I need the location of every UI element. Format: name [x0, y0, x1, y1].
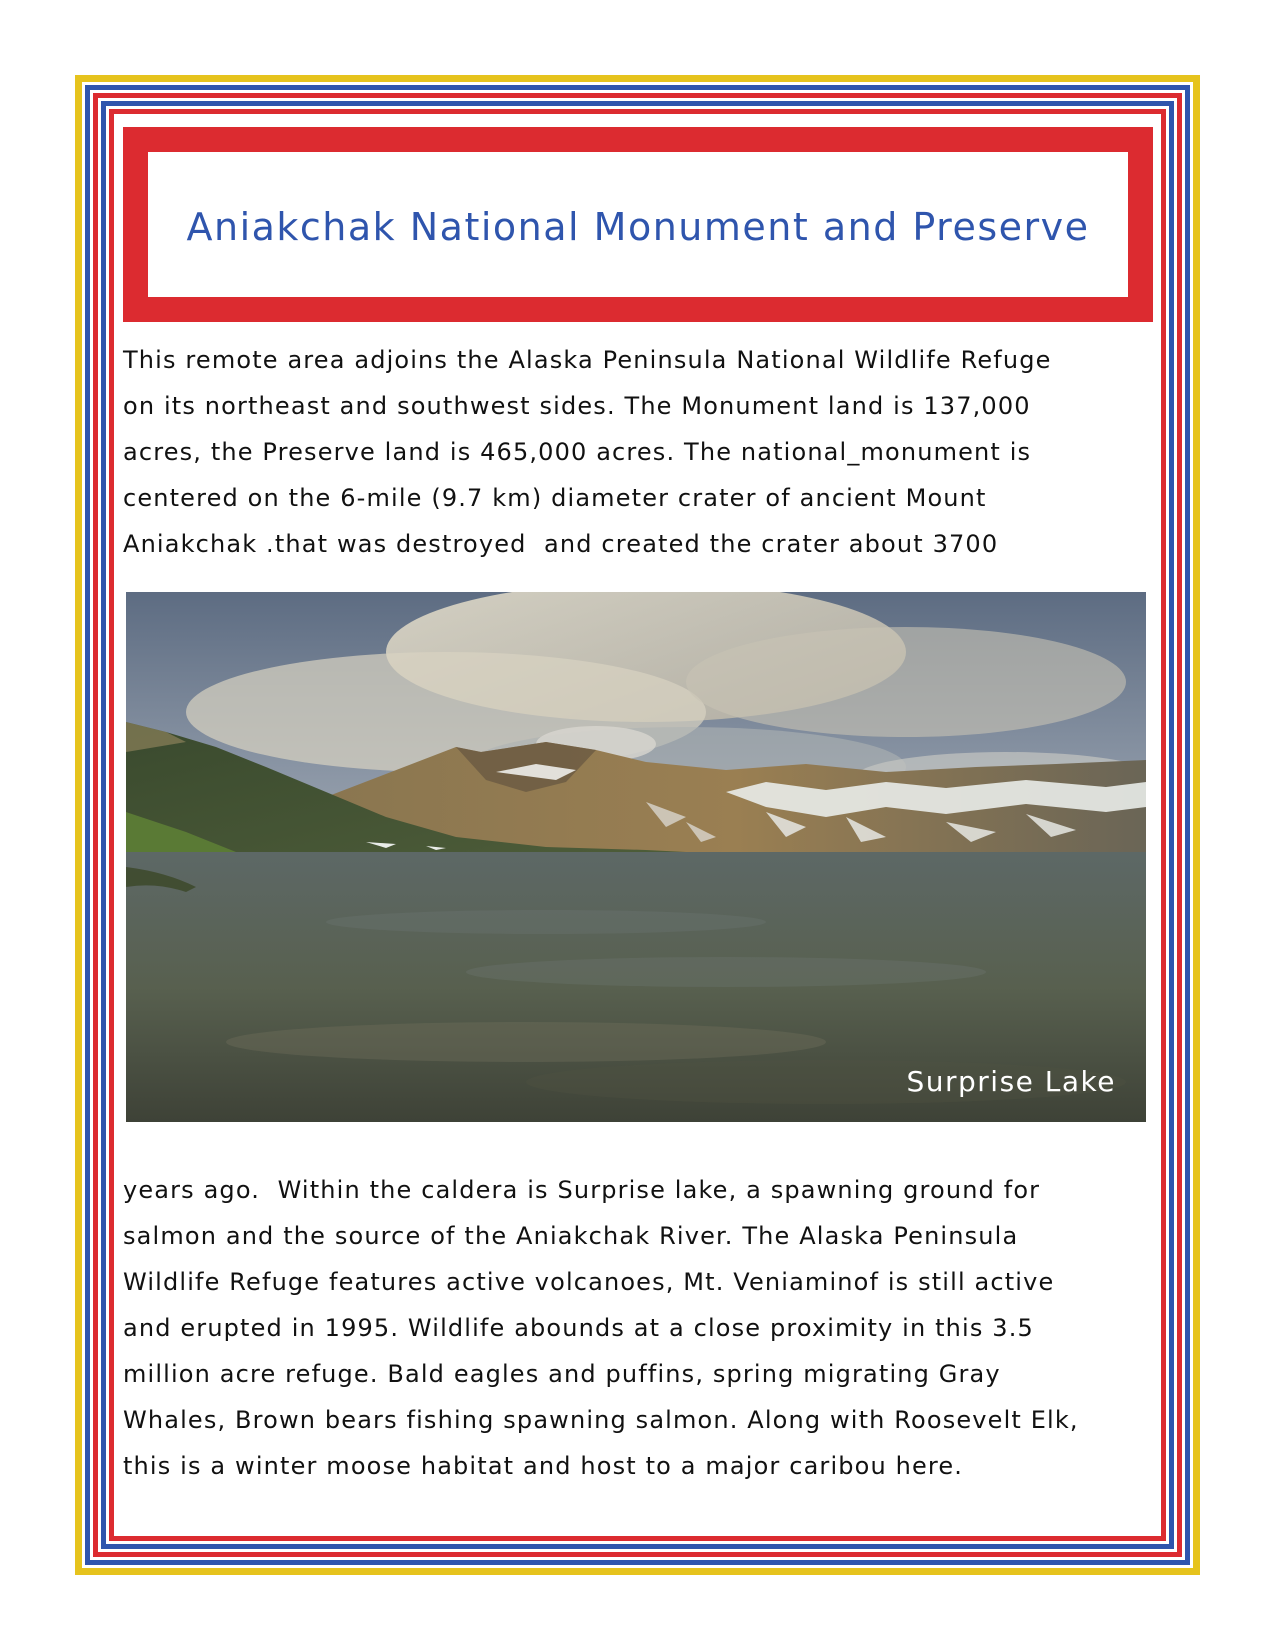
text-line: and erupted in 1995. Wildlife abounds at a close proximity in this 3.5: [123, 1314, 1034, 1342]
page-title: Aniakchak National Monument and Preserve: [186, 204, 1090, 249]
text-line: centered on the 6-mile (9.7 km) diameter crater of ancient Mount: [123, 484, 987, 512]
text-line: acres, the Preserve land is 465,000 acres. The national_monument is: [123, 438, 1032, 466]
text-line: million acre refuge. Bald eagles and puffins, spring migrating Gray: [123, 1360, 1001, 1388]
text-line: Aniakchak .that was destroyed and created the crater about 3700: [123, 530, 999, 558]
text-line: This remote area adjoins the Alaska Peninsula National Wildlife Refuge: [123, 346, 1052, 374]
text-line: years ago. Within the caldera is Surprise lake, a spawning ground for: [123, 1176, 1041, 1204]
text-line: Wildlife Refuge features active volcanoes, Mt. Veniaminof is still active: [123, 1268, 1055, 1296]
text-line: Whales, Brown bears fishing spawning salmon. Along with Roosevelt Elk,: [123, 1406, 1079, 1434]
photo-caption: Surprise Lake: [906, 1065, 1116, 1098]
text-line: salmon and the source of the Aniakchak River. The Alaska Peninsula: [123, 1222, 1019, 1250]
body-paragraph: [123, 1167, 1158, 1489]
text-line: this is a winter moose habitat and host to a major caribou here.: [123, 1452, 964, 1480]
title-banner: [123, 127, 1153, 322]
surprise-lake-photo: [126, 592, 1146, 1122]
text-line: on its northeast and southwest sides. The Monument land is 137,000: [123, 392, 1031, 420]
intro-paragraph: [123, 337, 1158, 567]
landscape-photo-icon: [126, 592, 1146, 1122]
title-banner-inner: [148, 152, 1128, 297]
